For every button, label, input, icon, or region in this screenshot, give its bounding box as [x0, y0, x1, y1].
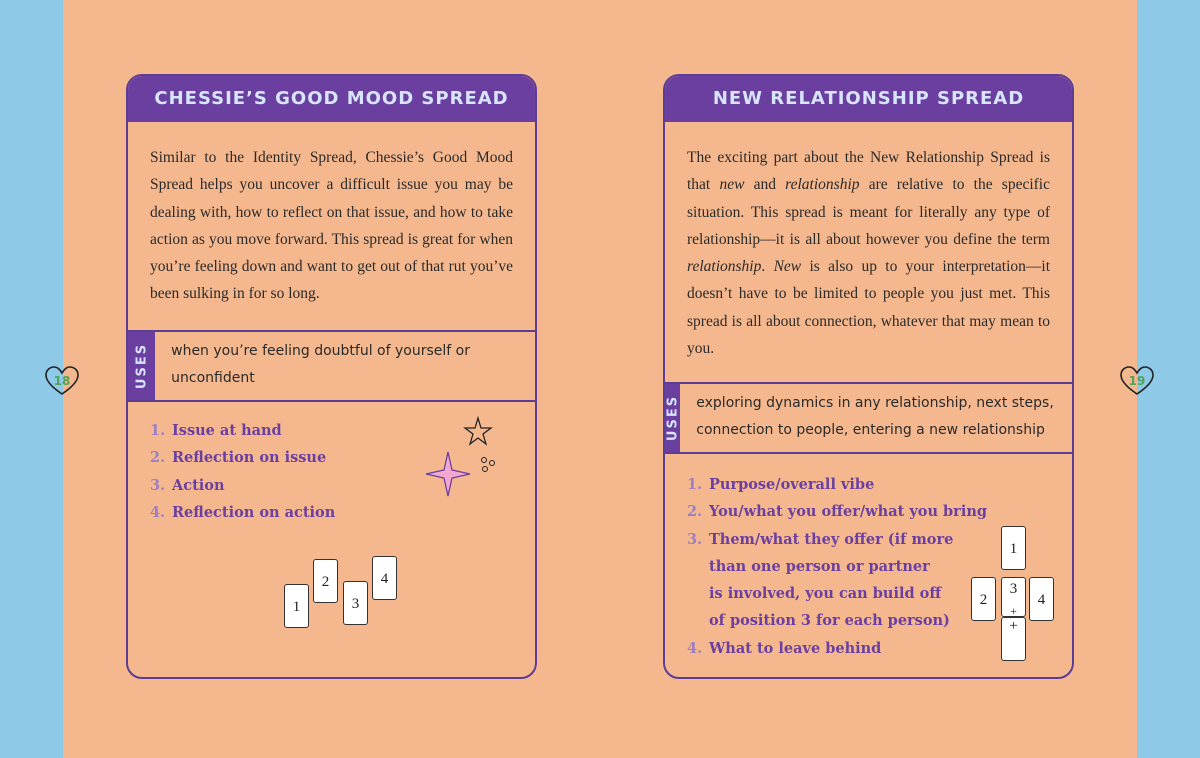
tarot-card-2: 2 — [971, 577, 996, 621]
card-description: Similar to the Identity Spread, Chessie’s Good Mood Spread helps you uncover a difficult issue you may be dealing with, how to reflect on that issue, and how to take action as you move forward. This spread is great for when you’re feeling down and want to get out of that rut you’ve been sulking in for so long. — [150, 149, 513, 303]
list-item: 2. You/what you offer/what you bring — [687, 503, 988, 521]
card-description: The exciting part about the New Relationship Spread is that new and relationship are relative to the specific situation. This spread is meant for literally any type of relationship—it is all about however you define the term relationship. New is also up to your interpretation—it doesn’t have to be limited to people you just met. This spread is all about connection, whatever that may mean to you. — [687, 149, 1051, 358]
list-item: 1. Purpose/overall vibe — [687, 476, 875, 493]
position-list — [150, 417, 335, 526]
tarot-card-plus-bottom: + — [1001, 617, 1026, 661]
tarot-card-3: 3 — [343, 581, 368, 625]
list-item: 1. Issue at hand — [150, 422, 282, 439]
uses-section — [128, 330, 535, 402]
list-item-continued: is involved, you can build off — [709, 585, 942, 603]
tarot-card-1: 1 — [284, 584, 309, 628]
list-item-continued: of position 3 for each person) — [709, 612, 950, 630]
uses-text: when you’re feeling doubtful of yourself or unconfident — [171, 343, 470, 386]
list-item: 4. What to leave behind — [687, 639, 882, 657]
new-relationship-spread-card — [663, 74, 1074, 679]
card-title: CHESSIE’S GOOD MOOD SPREAD — [128, 76, 535, 122]
card-title: NEW RELATIONSHIP SPREAD — [665, 76, 1072, 122]
tarot-card-3: 3 + — [1001, 577, 1026, 617]
list-item-continued: than one person or partner — [709, 557, 930, 575]
list-item: 3. Them/what they offer (if more — [687, 530, 954, 548]
page-number-right: 19 — [1119, 365, 1155, 397]
list-item: 4. Reflection on action — [150, 503, 336, 521]
uses-text: exploring dynamics in any relationship, next steps, connection to people, entering a new relationship — [696, 395, 1054, 438]
good-mood-spread-card — [126, 74, 537, 679]
list-item: 3. Action — [150, 476, 225, 494]
uses-section — [665, 382, 1072, 454]
uses-tab: USES — [128, 332, 155, 400]
sparkle-icon — [418, 416, 508, 506]
tarot-card-4: 4 — [372, 556, 397, 600]
list-item: 2. Reflection on issue — [150, 449, 327, 467]
position-list — [687, 471, 987, 662]
page-number-left: 18 — [44, 365, 80, 397]
tarot-card-1: 1 — [1001, 526, 1026, 570]
tarot-card-2: 2 — [313, 559, 338, 603]
tarot-card-4: 4 — [1029, 577, 1054, 621]
uses-tab: USES — [665, 384, 680, 452]
